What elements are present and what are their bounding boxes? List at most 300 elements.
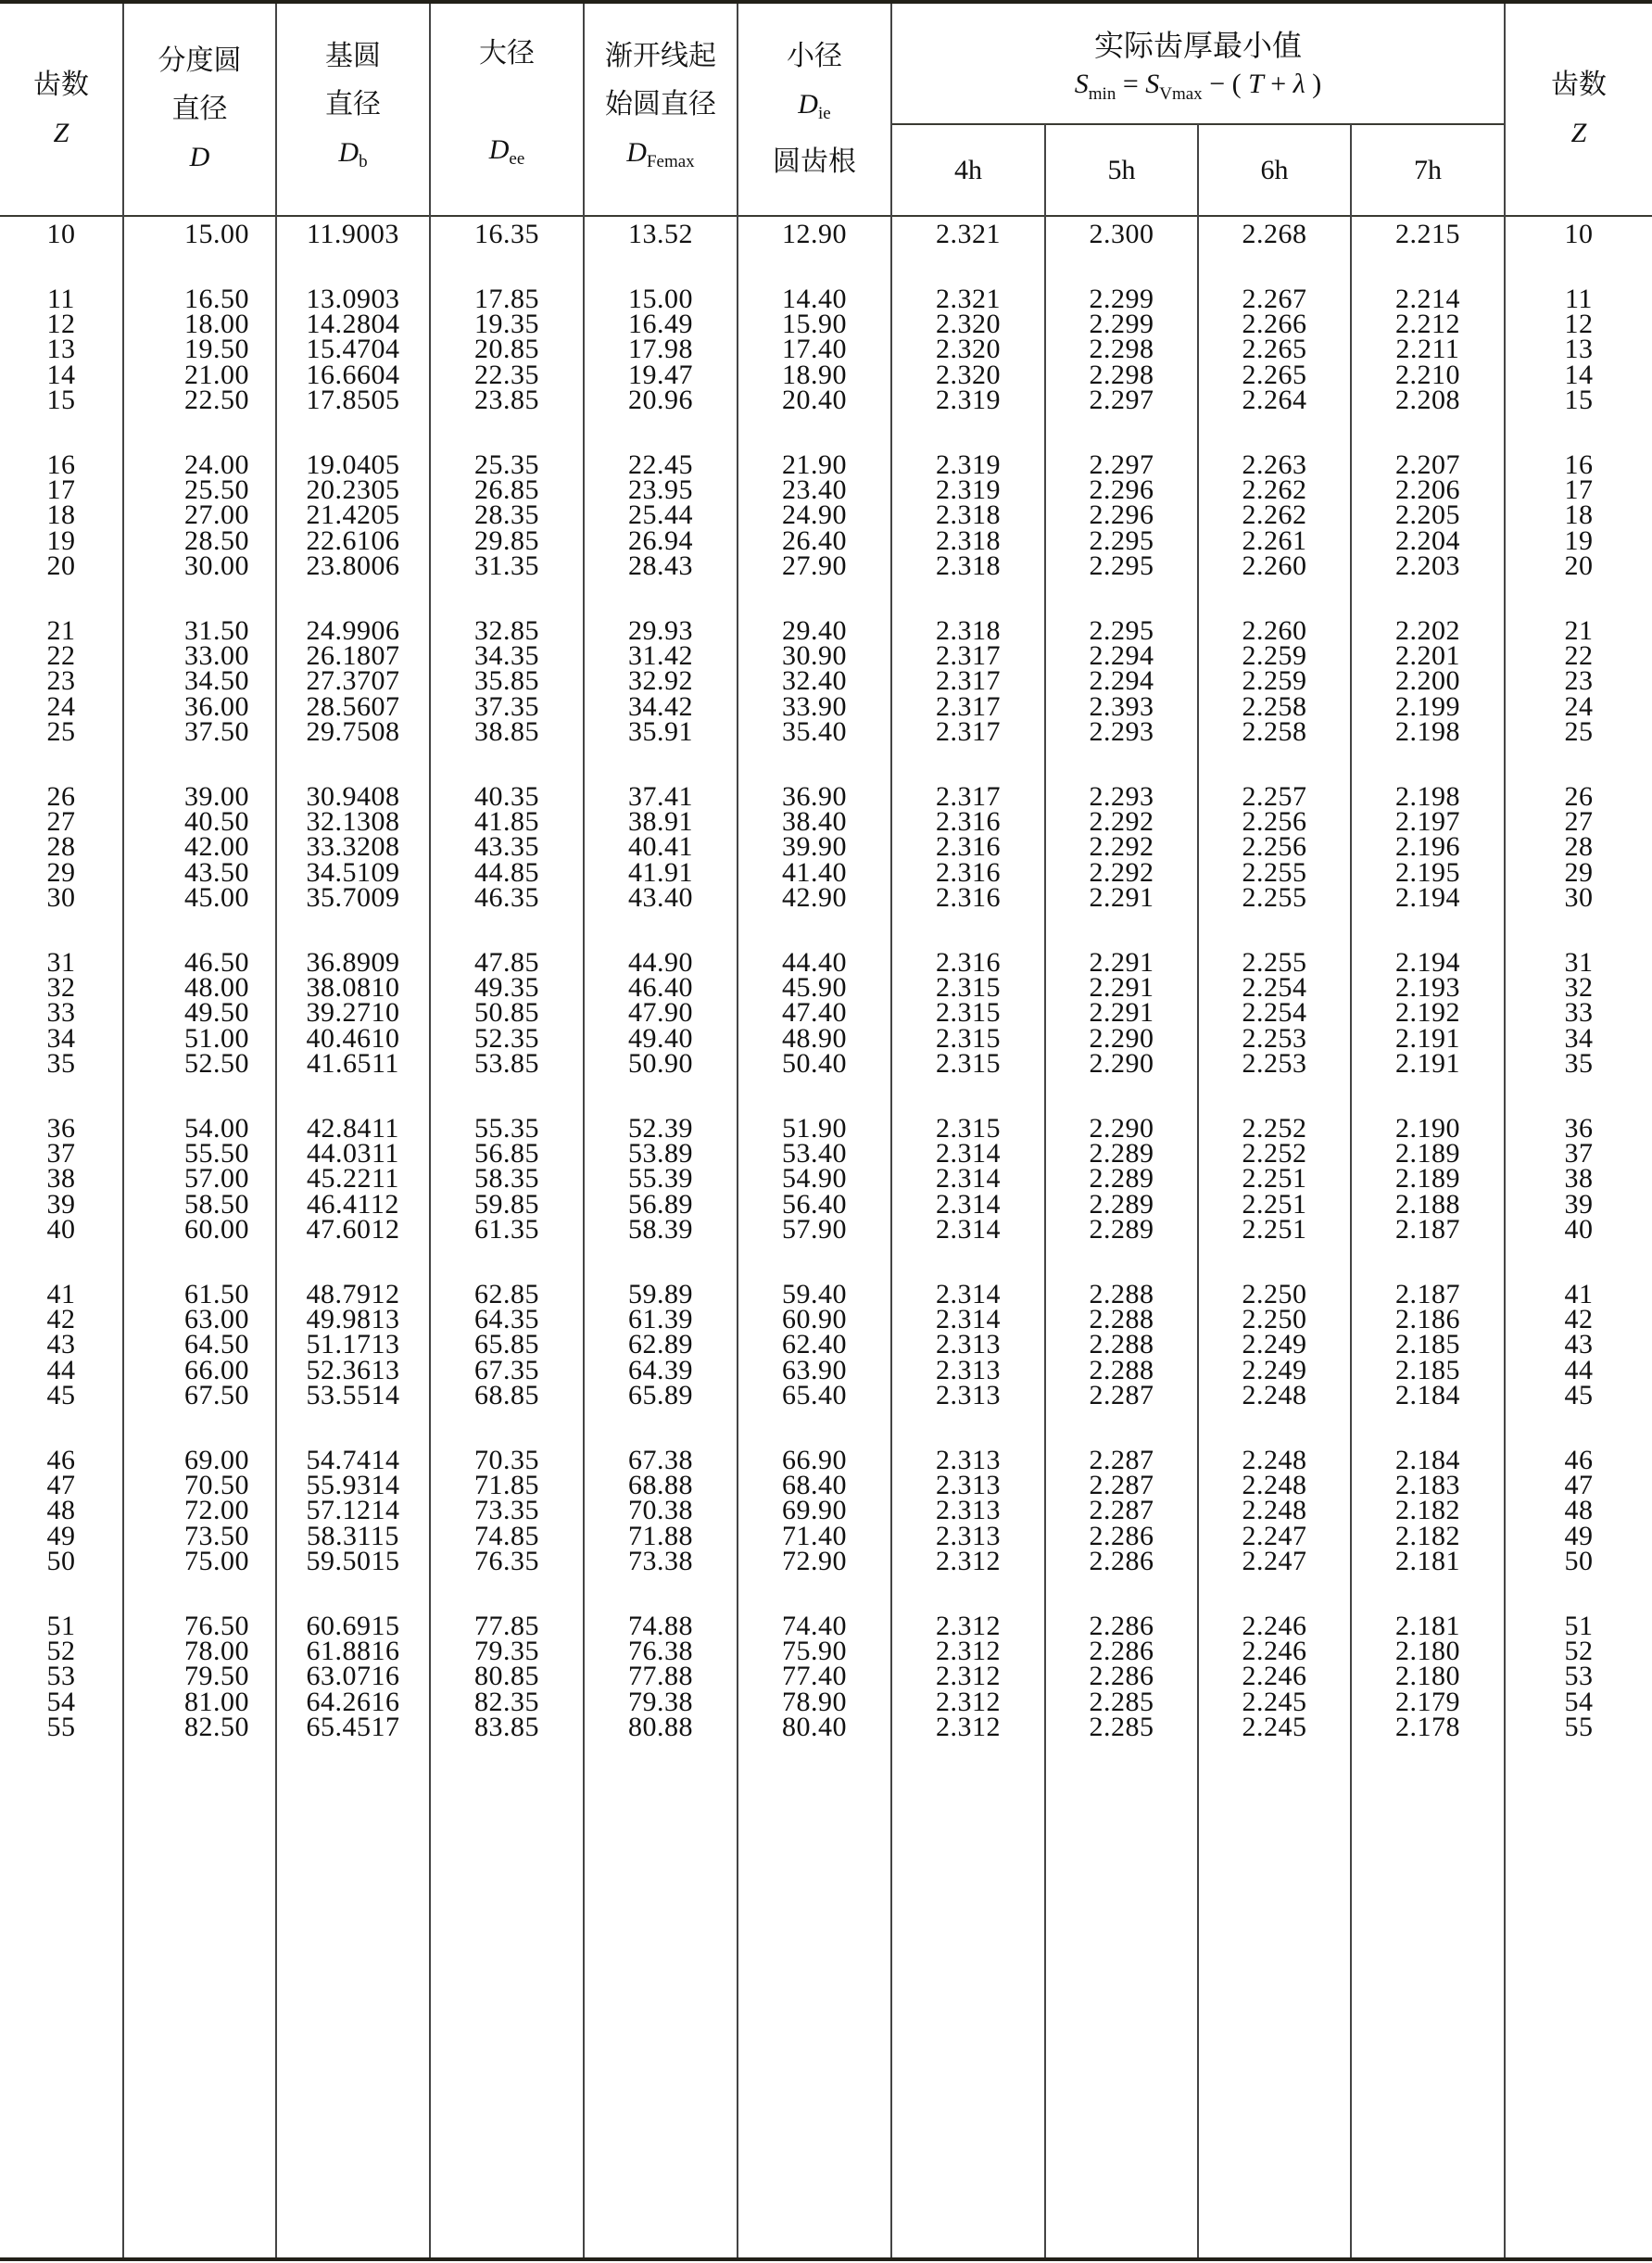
cell-pitch-diameter: 40.50 <box>184 806 249 837</box>
cell-base-diameter: 30.9408 <box>306 781 400 812</box>
cell-base-diameter: 44.0311 <box>307 1138 399 1169</box>
cell-tooth-count: 37 <box>46 1138 76 1169</box>
cell-thickness-4h: 2.321 <box>936 284 1001 314</box>
cell-tooth-count-right: 28 <box>1564 831 1594 862</box>
cell-pitch-diameter: 48.00 <box>184 972 249 1003</box>
header-label: 基圆 <box>325 41 381 71</box>
cell-pitch-diameter: 70.50 <box>184 1470 249 1500</box>
cell-thickness-5h: 2.290 <box>1089 1113 1154 1144</box>
cell-thickness-4h: 2.319 <box>936 385 1001 415</box>
cell-thickness-4h: 2.314 <box>936 1189 1001 1220</box>
cell-thickness-7h: 2.194 <box>1395 882 1460 913</box>
cell-thickness-6h: 2.255 <box>1242 857 1307 888</box>
cell-thickness-5h: 2.294 <box>1089 665 1154 696</box>
cell-major-diameter: 23.85 <box>474 385 539 415</box>
cell-tooth-count: 48 <box>46 1495 76 1525</box>
cell-thickness-7h: 2.210 <box>1395 360 1460 390</box>
header-symbol: D <box>488 134 510 165</box>
cell-thickness-4h: 2.319 <box>936 449 1001 480</box>
cell-thickness-4h: 2.315 <box>936 1023 1001 1054</box>
cell-minor-diameter: 66.90 <box>782 1445 847 1475</box>
cell-minor-diameter: 41.40 <box>782 857 847 888</box>
cell-base-diameter: 42.8411 <box>307 1113 399 1144</box>
cell-base-diameter: 60.6915 <box>306 1611 400 1641</box>
header-symbol: Z <box>1570 118 1587 148</box>
cell-tooth-count-right: 32 <box>1564 972 1594 1003</box>
cell-thickness-4h: 2.315 <box>936 997 1001 1028</box>
cell-thickness-4h: 2.316 <box>936 857 1001 888</box>
cell-base-diameter: 46.4112 <box>307 1189 399 1220</box>
cell-thickness-7h: 2.182 <box>1395 1521 1460 1551</box>
cell-major-diameter: 41.85 <box>474 806 539 837</box>
cell-tooth-count-right: 39 <box>1564 1189 1594 1220</box>
cell-thickness-4h: 2.315 <box>936 1048 1001 1079</box>
cell-form-diameter: 13.52 <box>628 219 693 249</box>
cell-minor-diameter: 63.90 <box>782 1355 847 1385</box>
cell-thickness-5h: 2.286 <box>1089 1521 1154 1551</box>
cell-major-diameter: 17.85 <box>474 284 539 314</box>
cell-tooth-count-right: 49 <box>1564 1521 1594 1551</box>
cell-minor-diameter: 14.40 <box>782 284 847 314</box>
cell-thickness-7h: 2.207 <box>1395 449 1460 480</box>
header-major-diameter <box>431 4 583 215</box>
cell-base-diameter: 51.1713 <box>306 1329 400 1359</box>
cell-major-diameter: 83.85 <box>474 1712 539 1742</box>
cell-tooth-count: 22 <box>46 640 76 671</box>
cell-major-diameter: 68.85 <box>474 1380 539 1410</box>
cell-pitch-diameter: 76.50 <box>184 1611 249 1641</box>
cell-major-diameter: 79.35 <box>474 1636 539 1666</box>
cell-minor-diameter: 53.40 <box>782 1138 847 1169</box>
cell-major-diameter: 32.85 <box>474 615 539 646</box>
cell-minor-diameter: 35.40 <box>782 716 847 747</box>
header-grade-6h: 6h <box>1260 154 1289 185</box>
cell-tooth-count-right: 14 <box>1564 360 1594 390</box>
cell-tooth-count-right: 21 <box>1564 615 1594 646</box>
cell-thickness-7h: 2.191 <box>1395 1048 1460 1079</box>
cell-form-diameter: 43.40 <box>628 882 693 913</box>
cell-form-diameter: 52.39 <box>628 1113 693 1144</box>
cell-base-diameter: 14.2804 <box>306 309 400 339</box>
cell-pitch-diameter: 33.00 <box>184 640 249 671</box>
cell-form-diameter: 67.38 <box>628 1445 693 1475</box>
cell-thickness-7h: 2.204 <box>1395 525 1460 556</box>
cell-thickness-4h: 2.313 <box>936 1380 1001 1410</box>
cell-tooth-count: 26 <box>46 781 76 812</box>
cell-tooth-count: 11 <box>47 284 75 314</box>
cell-minor-diameter: 21.90 <box>782 449 847 480</box>
cell-minor-diameter: 33.90 <box>782 691 847 722</box>
cell-minor-diameter: 32.40 <box>782 665 847 696</box>
header-label: 圆齿根 <box>773 146 856 177</box>
cell-thickness-4h: 2.316 <box>936 947 1001 978</box>
cell-major-diameter: 43.35 <box>474 831 539 862</box>
cell-form-diameter: 80.88 <box>628 1712 693 1742</box>
cell-thickness-5h: 2.289 <box>1089 1163 1154 1194</box>
cell-thickness-5h: 2.293 <box>1089 781 1154 812</box>
cell-tooth-count-right: 53 <box>1564 1661 1594 1691</box>
header-subscript: Femax <box>646 152 695 171</box>
cell-pitch-diameter: 18.00 <box>184 309 249 339</box>
cell-tooth-count: 27 <box>46 806 76 837</box>
cell-thickness-5h: 2.286 <box>1089 1611 1154 1641</box>
cell-thickness-4h: 2.316 <box>936 882 1001 913</box>
cell-form-diameter: 76.38 <box>628 1636 693 1666</box>
cell-thickness-5h: 2.293 <box>1089 716 1154 747</box>
cell-thickness-4h: 2.312 <box>936 1636 1001 1666</box>
cell-thickness-4h: 2.312 <box>936 1546 1001 1576</box>
cell-major-diameter: 47.85 <box>474 947 539 978</box>
cell-thickness-7h: 2.184 <box>1395 1380 1460 1410</box>
cell-minor-diameter: 80.40 <box>782 1712 847 1742</box>
cell-thickness-7h: 2.182 <box>1395 1495 1460 1525</box>
cell-tooth-count: 42 <box>46 1304 76 1334</box>
cell-minor-diameter: 24.90 <box>782 499 847 530</box>
cell-tooth-count: 13 <box>46 334 76 364</box>
header-tooth-count-right <box>1506 4 1652 215</box>
cell-thickness-6h: 2.252 <box>1242 1113 1307 1144</box>
cell-thickness-5h: 2.287 <box>1089 1380 1154 1410</box>
cell-base-diameter: 45.2211 <box>307 1163 399 1194</box>
cell-major-diameter: 52.35 <box>474 1023 539 1054</box>
cell-tooth-count-right: 13 <box>1564 334 1594 364</box>
cell-thickness-5h: 2.290 <box>1089 1048 1154 1079</box>
cell-tooth-count-right: 37 <box>1564 1138 1594 1169</box>
cell-form-diameter: 56.89 <box>628 1189 693 1220</box>
cell-tooth-count-right: 23 <box>1564 665 1594 696</box>
cell-thickness-4h: 2.318 <box>936 499 1001 530</box>
formula-s: S <box>1074 69 1089 99</box>
cell-form-diameter: 15.00 <box>628 284 693 314</box>
cell-minor-diameter: 57.90 <box>782 1214 847 1245</box>
cell-base-diameter: 24.9906 <box>306 615 400 646</box>
cell-minor-diameter: 38.40 <box>782 806 847 837</box>
cell-thickness-7h: 2.194 <box>1395 947 1460 978</box>
cell-thickness-7h: 2.190 <box>1395 1113 1460 1144</box>
cell-base-diameter: 59.5015 <box>306 1546 400 1576</box>
cell-major-diameter: 44.85 <box>474 857 539 888</box>
cell-thickness-5h: 2.296 <box>1089 499 1154 530</box>
cell-thickness-6h: 2.266 <box>1242 309 1307 339</box>
cell-pitch-diameter: 39.00 <box>184 781 249 812</box>
cell-thickness-4h: 2.314 <box>936 1279 1001 1309</box>
cell-major-diameter: 19.35 <box>474 309 539 339</box>
cell-thickness-7h: 2.195 <box>1395 857 1460 888</box>
cell-tooth-count-right: 44 <box>1564 1355 1594 1385</box>
cell-major-diameter: 20.85 <box>474 334 539 364</box>
header-symbol: D <box>338 137 359 168</box>
cell-thickness-4h: 2.312 <box>936 1687 1001 1717</box>
cell-tooth-count-right: 20 <box>1564 550 1594 581</box>
cell-thickness-6h: 2.246 <box>1242 1611 1307 1641</box>
cell-base-diameter: 11.9003 <box>307 219 399 249</box>
cell-thickness-7h: 2.203 <box>1395 550 1460 581</box>
cell-thickness-6h: 2.261 <box>1242 525 1307 556</box>
cell-thickness-5h: 2.298 <box>1089 334 1154 364</box>
cell-pitch-diameter: 78.00 <box>184 1636 249 1666</box>
cell-tooth-count: 43 <box>46 1329 76 1359</box>
cell-form-diameter: 28.43 <box>628 550 693 581</box>
cell-major-diameter: 77.85 <box>474 1611 539 1641</box>
cell-form-diameter: 64.39 <box>628 1355 693 1385</box>
cell-thickness-5h: 2.295 <box>1089 615 1154 646</box>
cell-minor-diameter: 18.90 <box>782 360 847 390</box>
cell-base-diameter: 16.6604 <box>306 360 400 390</box>
cell-base-diameter: 15.4704 <box>306 334 400 364</box>
cell-tooth-count: 30 <box>46 882 76 913</box>
cell-tooth-count-right: 15 <box>1564 385 1594 415</box>
header-subscript: ie <box>817 104 831 123</box>
cell-minor-diameter: 20.40 <box>782 385 847 415</box>
cell-major-diameter: 62.85 <box>474 1279 539 1309</box>
cell-form-diameter: 40.41 <box>628 831 693 862</box>
cell-thickness-5h: 2.289 <box>1089 1214 1154 1245</box>
cell-thickness-5h: 2.285 <box>1089 1687 1154 1717</box>
cell-pitch-diameter: 57.00 <box>184 1163 249 1194</box>
cell-pitch-diameter: 64.50 <box>184 1329 249 1359</box>
cell-pitch-diameter: 60.00 <box>184 1214 249 1245</box>
cell-pitch-diameter: 27.00 <box>184 499 249 530</box>
cell-thickness-5h: 2.288 <box>1089 1355 1154 1385</box>
cell-thickness-4h: 2.313 <box>936 1329 1001 1359</box>
cell-major-diameter: 65.85 <box>474 1329 539 1359</box>
cell-minor-diameter: 65.40 <box>782 1380 847 1410</box>
cell-base-diameter: 13.0903 <box>306 284 400 314</box>
cell-tooth-count: 54 <box>46 1687 76 1717</box>
header-tooth-count-left <box>0 4 122 215</box>
cell-thickness-6h: 2.267 <box>1242 284 1307 314</box>
header-grade-5h: 5h <box>1107 154 1136 185</box>
cell-tooth-count: 25 <box>46 716 76 747</box>
formula-plus: + <box>1270 69 1287 99</box>
cell-base-diameter: 65.4517 <box>306 1712 400 1742</box>
cell-thickness-7h: 2.178 <box>1395 1712 1460 1742</box>
header-minor-diameter <box>738 4 890 215</box>
cell-major-diameter: 80.85 <box>474 1661 539 1691</box>
cell-thickness-6h: 2.248 <box>1242 1470 1307 1500</box>
header-subscript: ee <box>509 149 525 169</box>
cell-major-diameter: 53.85 <box>474 1048 539 1079</box>
cell-tooth-count-right: 30 <box>1564 882 1594 913</box>
cell-thickness-7h: 2.185 <box>1395 1329 1460 1359</box>
cell-form-diameter: 22.45 <box>628 449 693 480</box>
cell-tooth-count-right: 34 <box>1564 1023 1594 1054</box>
cell-thickness-7h: 2.179 <box>1395 1687 1460 1717</box>
cell-thickness-5h: 2.292 <box>1089 831 1154 862</box>
cell-tooth-count: 50 <box>46 1546 76 1576</box>
cell-major-diameter: 35.85 <box>474 665 539 696</box>
cell-tooth-count: 18 <box>46 499 76 530</box>
cell-thickness-7h: 2.198 <box>1395 716 1460 747</box>
cell-form-diameter: 47.90 <box>628 997 693 1028</box>
cell-thickness-4h: 2.314 <box>936 1163 1001 1194</box>
cell-tooth-count: 39 <box>46 1189 76 1220</box>
cell-thickness-6h: 2.249 <box>1242 1329 1307 1359</box>
cell-form-diameter: 62.89 <box>628 1329 693 1359</box>
cell-form-diameter: 20.96 <box>628 385 693 415</box>
cell-minor-diameter: 77.40 <box>782 1661 847 1691</box>
cell-minor-diameter: 48.90 <box>782 1023 847 1054</box>
cell-thickness-4h: 2.318 <box>936 615 1001 646</box>
cell-minor-diameter: 15.90 <box>782 309 847 339</box>
cell-minor-diameter: 68.40 <box>782 1470 847 1500</box>
cell-pitch-diameter: 36.00 <box>184 691 249 722</box>
cell-base-diameter: 20.2305 <box>306 474 400 505</box>
cell-tooth-count: 36 <box>46 1113 76 1144</box>
cell-thickness-7h: 2.180 <box>1395 1636 1460 1666</box>
header-min-thickness-group <box>892 4 1504 123</box>
cell-tooth-count: 44 <box>46 1355 76 1385</box>
cell-minor-diameter: 69.90 <box>782 1495 847 1525</box>
cell-thickness-7h: 2.202 <box>1395 615 1460 646</box>
cell-thickness-5h: 2.291 <box>1089 997 1154 1028</box>
cell-thickness-6h: 2.248 <box>1242 1495 1307 1525</box>
cell-thickness-5h: 2.289 <box>1089 1189 1154 1220</box>
cell-form-diameter: 26.94 <box>628 525 693 556</box>
cell-major-diameter: 58.35 <box>474 1163 539 1194</box>
header-label: 大径 <box>479 38 535 69</box>
formula-eq: = <box>1122 69 1139 99</box>
cell-thickness-5h: 2.288 <box>1089 1304 1154 1334</box>
cell-thickness-6h: 2.251 <box>1242 1189 1307 1220</box>
header-group-title: 实际齿厚最小值 <box>1093 29 1302 62</box>
cell-tooth-count-right: 47 <box>1564 1470 1594 1500</box>
cell-minor-diameter: 29.40 <box>782 615 847 646</box>
cell-pitch-diameter: 15.00 <box>184 219 249 249</box>
cell-tooth-count: 23 <box>46 665 76 696</box>
cell-minor-diameter: 47.40 <box>782 997 847 1028</box>
cell-thickness-4h: 2.313 <box>936 1445 1001 1475</box>
cell-base-diameter: 34.5109 <box>306 857 400 888</box>
cell-form-diameter: 23.95 <box>628 474 693 505</box>
cell-thickness-5h: 2.291 <box>1089 972 1154 1003</box>
cell-minor-diameter: 42.90 <box>782 882 847 913</box>
cell-tooth-count: 41 <box>46 1279 76 1309</box>
cell-form-diameter: 34.42 <box>628 691 693 722</box>
cell-form-diameter: 38.91 <box>628 806 693 837</box>
cell-thickness-5h: 2.294 <box>1089 640 1154 671</box>
cell-pitch-diameter: 30.00 <box>184 550 249 581</box>
cell-major-diameter: 70.35 <box>474 1445 539 1475</box>
cell-minor-diameter: 72.90 <box>782 1546 847 1576</box>
cell-base-diameter: 41.6511 <box>307 1048 399 1079</box>
cell-pitch-diameter: 72.00 <box>184 1495 249 1525</box>
cell-thickness-6h: 2.251 <box>1242 1163 1307 1194</box>
cell-pitch-diameter: 19.50 <box>184 334 249 364</box>
cell-minor-diameter: 36.90 <box>782 781 847 812</box>
cell-thickness-4h: 2.313 <box>936 1470 1001 1500</box>
cell-thickness-7h: 2.185 <box>1395 1355 1460 1385</box>
cell-thickness-7h: 2.191 <box>1395 1023 1460 1054</box>
cell-thickness-4h: 2.313 <box>936 1355 1001 1385</box>
cell-base-diameter: 36.8909 <box>306 947 400 978</box>
cell-minor-diameter: 27.90 <box>782 550 847 581</box>
cell-tooth-count-right: 45 <box>1564 1380 1594 1410</box>
cell-major-diameter: 46.35 <box>474 882 539 913</box>
cell-major-diameter: 29.85 <box>474 525 539 556</box>
cell-thickness-6h: 2.246 <box>1242 1636 1307 1666</box>
cell-tooth-count: 47 <box>46 1470 76 1500</box>
cell-minor-diameter: 59.40 <box>782 1279 847 1309</box>
cell-major-diameter: 71.85 <box>474 1470 539 1500</box>
header-grade-7h: 7h <box>1414 154 1442 185</box>
cell-major-diameter: 38.85 <box>474 716 539 747</box>
cell-form-diameter: 19.47 <box>628 360 693 390</box>
header-symbol: Z <box>53 118 69 148</box>
cell-thickness-7h: 2.192 <box>1395 997 1460 1028</box>
header-label: 直径 <box>325 89 381 120</box>
cell-tooth-count: 28 <box>46 831 76 862</box>
cell-base-diameter: 26.1807 <box>306 640 400 671</box>
cell-tooth-count-right: 41 <box>1564 1279 1594 1309</box>
cell-pitch-diameter: 81.00 <box>184 1687 249 1717</box>
cell-tooth-count-right: 18 <box>1564 499 1594 530</box>
cell-thickness-6h: 2.256 <box>1242 806 1307 837</box>
cell-pitch-diameter: 37.50 <box>184 716 249 747</box>
formula-sub: min <box>1088 84 1116 104</box>
cell-base-diameter: 48.7912 <box>306 1279 400 1309</box>
cell-thickness-6h: 2.245 <box>1242 1712 1307 1742</box>
cell-thickness-5h: 2.287 <box>1089 1445 1154 1475</box>
cell-pitch-diameter: 73.50 <box>184 1521 249 1551</box>
formula-lambda: λ <box>1293 69 1305 99</box>
cell-thickness-7h: 2.181 <box>1395 1611 1460 1641</box>
cell-thickness-6h: 2.250 <box>1242 1279 1307 1309</box>
cell-thickness-5h: 2.297 <box>1089 385 1154 415</box>
cell-base-diameter: 32.1308 <box>306 806 400 837</box>
cell-form-diameter: 58.39 <box>628 1214 693 1245</box>
header-label: 分度圆 <box>158 45 242 76</box>
cell-form-diameter: 46.40 <box>628 972 693 1003</box>
cell-thickness-6h: 2.262 <box>1242 474 1307 505</box>
cell-pitch-diameter: 25.50 <box>184 474 249 505</box>
header-form-diameter <box>585 4 737 215</box>
cell-major-diameter: 31.35 <box>474 550 539 581</box>
cell-base-diameter: 52.3613 <box>306 1355 400 1385</box>
cell-thickness-7h: 2.186 <box>1395 1304 1460 1334</box>
cell-thickness-5h: 2.298 <box>1089 360 1154 390</box>
cell-tooth-count: 16 <box>46 449 76 480</box>
cell-tooth-count-right: 46 <box>1564 1445 1594 1475</box>
cell-thickness-4h: 2.314 <box>936 1214 1001 1245</box>
cell-thickness-5h: 2.300 <box>1089 219 1154 249</box>
formula-t: T <box>1248 69 1264 99</box>
header-label: 小径 <box>787 41 842 71</box>
header-grade-4h: 4h <box>954 154 982 185</box>
cell-thickness-7h: 2.189 <box>1395 1138 1460 1169</box>
cell-tooth-count-right: 48 <box>1564 1495 1594 1525</box>
cell-minor-diameter: 78.90 <box>782 1687 847 1717</box>
cell-thickness-4h: 2.321 <box>936 219 1001 249</box>
cell-thickness-7h: 2.200 <box>1395 665 1460 696</box>
cell-form-diameter: 41.91 <box>628 857 693 888</box>
cell-thickness-5h: 2.299 <box>1089 309 1154 339</box>
cell-pitch-diameter: 49.50 <box>184 997 249 1028</box>
cell-base-diameter: 27.3707 <box>306 665 400 696</box>
cell-thickness-6h: 2.260 <box>1242 615 1307 646</box>
header-base-diameter <box>277 4 429 215</box>
cell-thickness-5h: 2.287 <box>1089 1470 1154 1500</box>
cell-thickness-7h: 2.205 <box>1395 499 1460 530</box>
cell-thickness-5h: 2.299 <box>1089 284 1154 314</box>
cell-major-diameter: 40.35 <box>474 781 539 812</box>
cell-minor-diameter: 45.90 <box>782 972 847 1003</box>
cell-form-diameter: 17.98 <box>628 334 693 364</box>
cell-form-diameter: 68.88 <box>628 1470 693 1500</box>
cell-minor-diameter: 23.40 <box>782 474 847 505</box>
cell-minor-diameter: 44.40 <box>782 947 847 978</box>
cell-tooth-count-right: 12 <box>1564 309 1594 339</box>
